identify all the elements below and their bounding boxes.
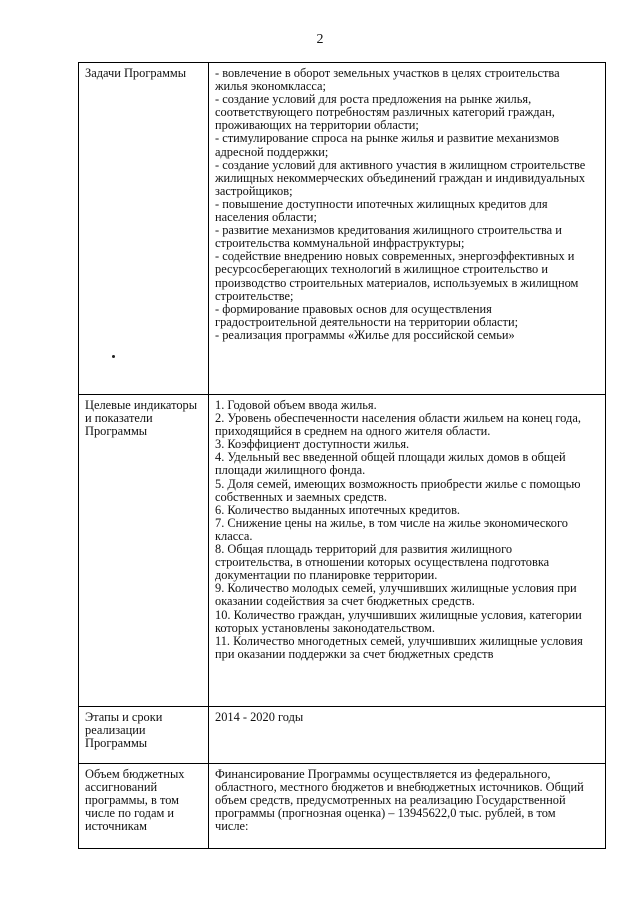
text-line: 9. Количество молодых семей, улучшивших жилищные условия при — [215, 581, 577, 596]
scan-speck — [112, 355, 115, 358]
row-content-indicators — [209, 395, 606, 707]
text-line: программы (прогнозная оценка) – 13945622,0 тыс. рублей, в том — [215, 806, 556, 821]
text-line: строительства коммунальной инфраструктуры; — [215, 236, 465, 251]
text-line: градостроительной деятельности на территории области; — [215, 314, 519, 329]
text-line: - развитие механизмов кредитования жилищного строительства и — [215, 223, 562, 238]
text-line: при оказании поддержки за счет бюджетных средств — [215, 646, 494, 661]
text-line: класса. — [215, 528, 253, 543]
text-line: 10. Количество граждан, улучшивших жилищные условия, категории — [215, 607, 582, 622]
row-label-stages: Этапы и сроки реализации Программы — [79, 707, 209, 764]
text-line: жилищных некоммерческих объединений граждан и индивидуальных — [215, 170, 586, 185]
text-line: собственных и заемных средств. — [215, 489, 387, 504]
text-line: которых установлены законодательством. — [215, 620, 435, 635]
row-label-finance: Объем бюджетных ассигнований программы, в том числе по годам и источникам — [79, 764, 209, 849]
text-line: приходящийся в среднем на одного жителя области. — [215, 424, 491, 439]
text-line: производство строительных материалов, используемых в жилищном — [215, 275, 579, 290]
program-passport-table — [78, 62, 606, 849]
text-line: площади жилищного фонда. — [215, 463, 366, 478]
text-line: 2. Уровень обеспеченности населения области жильем на конец года, — [215, 411, 581, 426]
table-row-tasks — [79, 63, 606, 395]
text-line: 2014 - 2020 годы — [215, 710, 304, 724]
text-line: числе: — [215, 819, 249, 834]
text-line: строительстве; — [215, 288, 294, 303]
text-line: застройщиков; — [215, 183, 293, 198]
row-label-tasks: Задачи Программы — [79, 63, 209, 395]
row-label-indicators: Целевые индикаторы и показатели Программы — [79, 395, 209, 707]
row-content-tasks — [209, 63, 606, 395]
text-line: областного, местного бюджетов и внебюджетных источников. Общий — [215, 780, 584, 795]
text-line: оказании содействия за счет бюджетных средств. — [215, 594, 475, 609]
text-line: - стимулирование спроса на рынке жилья и развитие механизмов — [215, 131, 560, 146]
text-line: - создание условий для роста предложения на рынке жилья, — [215, 92, 532, 107]
text-line: населения области; — [215, 210, 317, 225]
page-number: 2 — [316, 32, 324, 47]
text-line: 4. Удельный вес введенной общей площади жилых домов в общей — [215, 450, 566, 465]
text-line: 3. Коэффициент доступности жилья. — [215, 437, 410, 452]
table-row-finance — [79, 764, 606, 849]
text-line: Финансирование Программы осуществляется из федерального, — [215, 767, 551, 781]
text-line: - формирование правовых основ для осуществления — [215, 301, 492, 316]
text-line: 8. Общая площадь территорий для развития жилищного — [215, 542, 513, 557]
text-line: - создание условий для активного участия в жилищном строительстве — [215, 157, 586, 172]
table-row-indicators — [79, 395, 606, 707]
text-line: 6. Количество выданных ипотечных кредитов. — [215, 502, 461, 517]
table-row-stages — [79, 707, 606, 764]
row-content-finance — [209, 764, 606, 849]
text-line: 1. Годовой объем ввода жилья. — [215, 398, 377, 412]
text-line: 5. Доля семей, имеющих возможность приобрести жилье с помощью — [215, 476, 581, 491]
text-line: 7. Снижение цены на жилье, в том числе на жилье экономического — [215, 515, 568, 530]
text-line: объем средств, предусмотренных на реализацию Государственной — [215, 793, 566, 808]
text-line: адресной поддержки; — [215, 144, 329, 159]
text-line: - содействие внедрению новых современных, энергоэффективных и — [215, 249, 575, 264]
text-line: жилья экономкласса; — [215, 79, 326, 94]
text-line: соответствующего потребностям различных категорий граждан, — [215, 105, 555, 120]
text-line: ресурсосберегающих технологий в жилищное строительство и — [215, 262, 548, 277]
row-content-stages — [209, 707, 606, 764]
text-line: строительства, в отношении которых осуществлена подготовка — [215, 555, 550, 570]
text-line: проживающих на территории области; — [215, 118, 419, 133]
text-line: - вовлечение в оборот земельных участков в целях строительства — [215, 66, 560, 80]
text-line: 11. Количество многодетных семей, улучшивших жилищные условия — [215, 633, 583, 648]
text-line: - повышение доступности ипотечных жилищных кредитов для — [215, 196, 548, 211]
text-line: - реализация программы «Жилье для российской семьи» — [215, 327, 515, 342]
text-line: документации по планировке территории. — [215, 568, 438, 583]
